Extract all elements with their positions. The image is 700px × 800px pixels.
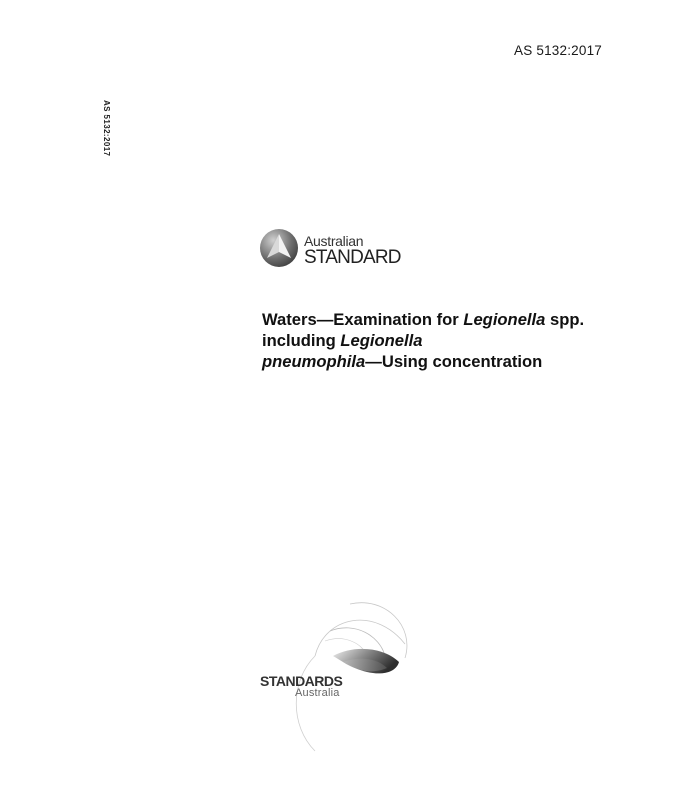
footer-line-1: STANDARDS [260,673,343,689]
title-part-6: —Using concentration [365,352,543,371]
document-id: AS 5132:2017 [514,43,602,58]
brand-line-1: Australian [304,233,364,249]
footer-line-2: Australia [295,687,340,699]
title-part-5: pneumophila [262,352,366,371]
document-title [262,309,592,372]
australian-standard-brand [258,227,418,271]
title-part-1: Waters—Examination for [262,310,464,329]
spine-label [100,100,112,170]
brand-line-2: STANDARD [304,247,401,268]
title-part-2: Legionella [463,310,546,329]
title-part-3: spp. including [262,310,585,350]
title-part-4: Legionella [340,331,423,350]
spine-text: AS 5132:2017 [102,100,111,157]
standards-triangle-logo-icon [258,227,300,269]
standards-australia-logo [255,596,430,756]
